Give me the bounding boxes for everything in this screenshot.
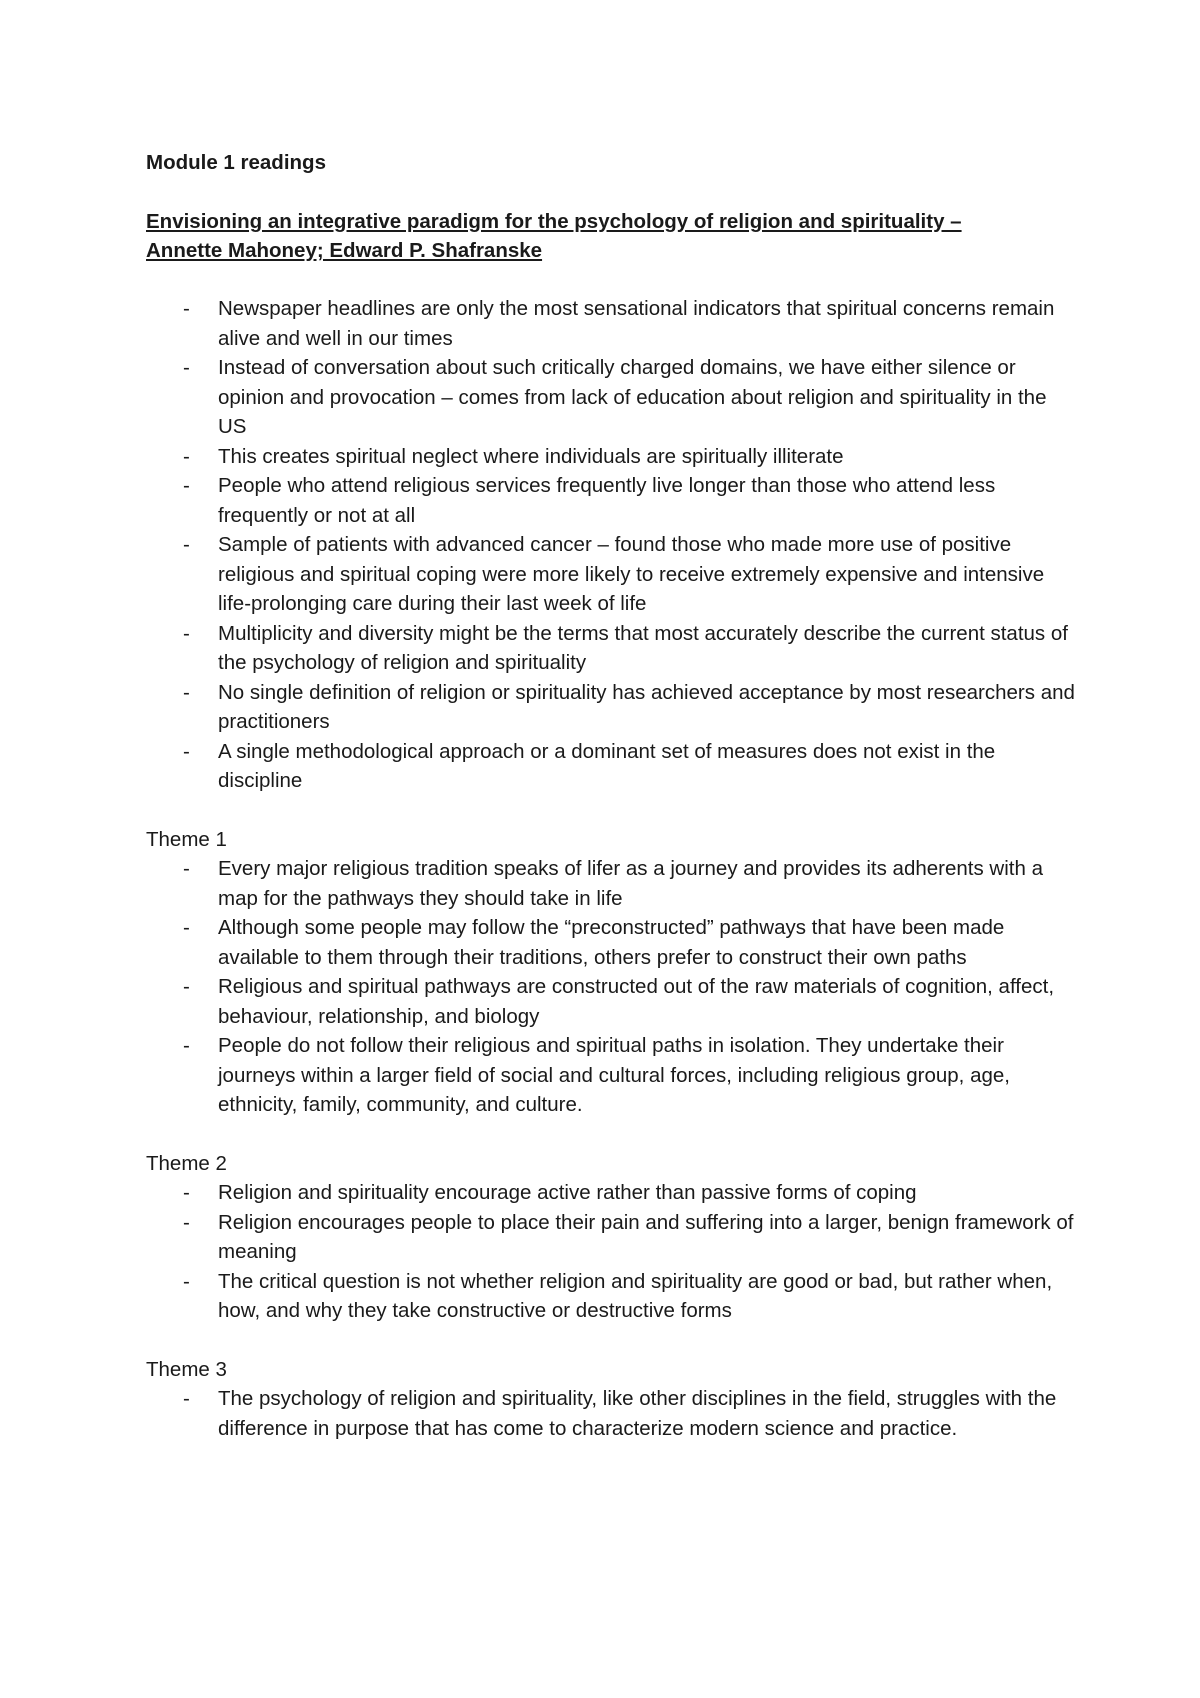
document-title: Module 1 readings (146, 151, 326, 174)
list-item (146, 471, 1080, 530)
list-item (146, 678, 1080, 737)
bullet-dash: - (183, 1210, 190, 1234)
list-item-text: A single methodological approach or a dominant set of measures does not exist in the discipline (218, 739, 996, 792)
bullet-dash: - (183, 1034, 190, 1057)
bullet-dash: - (183, 1269, 190, 1293)
list-item (146, 913, 1080, 972)
list-item-text: Religion and spirituality encourage active rather than passive forms of coping (218, 1181, 917, 1204)
list-item-text: The psychology of religion and spirituality, like other disciplines in the field, struggles with the difference in purpose that has come to characterize modern science and practice. (218, 1387, 1057, 1440)
list-item (146, 294, 1080, 353)
bullet-dash: - (183, 356, 190, 379)
list-item-text: No single definition of religion or spirituality has achieved acceptance by most researchers and practitioners (218, 680, 1075, 733)
list-item (146, 530, 1080, 619)
list-item-text: Although some people may follow the “preconstructed” pathways that have been made available to them through their traditions, others prefer to construct their own paths (218, 916, 1005, 969)
bullet-dash: - (183, 474, 190, 497)
article-title-authors: Annette Mahoney; Edward P. Shafranske (146, 239, 543, 262)
theme-1-heading: Theme 1 (146, 827, 227, 851)
list-item (146, 353, 1080, 442)
bullet-dash: - (183, 533, 190, 556)
list-item-text: People do not follow their religious and spiritual paths in isolation. They undertake their journeys within a larger field of social and cultural forces, including religious group, age, ethnicity, family, community, and culture. (218, 1034, 1010, 1116)
list-item-text: Multiplicity and diversity might be the terms that most accurately describe the current status of the psychology of religion and spirituality (218, 621, 1068, 674)
bullet-dash: - (183, 857, 190, 880)
theme-1-bullet-list (146, 854, 1080, 1120)
list-item (146, 1384, 1080, 1443)
list-item-text: People who attend religious services frequently live longer than those who attend less frequently or not at all (218, 474, 996, 527)
bullet-dash: - (183, 680, 190, 704)
list-item (146, 1208, 1080, 1267)
theme-2-section (146, 1149, 1080, 1326)
bullet-dash: - (183, 444, 190, 468)
list-item-text: Every major religious tradition speaks of lifer as a journey and provides its adherents with a map for the pathways they should take in life (218, 857, 1043, 910)
list-item-text: Sample of patients with advanced cancer – found those who made more use of positive religious and spiritual coping were more likely to receive extremely expensive and intensive life-prolonging care during their last week of life (218, 533, 1045, 615)
theme-3-heading: Theme 3 (146, 1357, 227, 1381)
theme-3-bullet-list (146, 1384, 1080, 1443)
list-item (146, 972, 1080, 1031)
list-item-text: Newspaper headlines are only the most sensational indicators that spiritual concerns remain alive and well in our times (218, 297, 1055, 350)
bullet-dash: - (183, 739, 190, 763)
bullet-dash: - (183, 621, 190, 645)
intro-bullet-list (146, 294, 1080, 796)
list-item (146, 854, 1080, 913)
list-item (146, 1031, 1080, 1120)
list-item-text: Religion encourages people to place their pain and suffering into a larger, benign framework of meaning (218, 1210, 1074, 1263)
list-item (146, 1178, 1080, 1208)
bullet-dash: - (183, 297, 190, 320)
theme-2-heading: Theme 2 (146, 1151, 227, 1175)
list-item-text: Instead of conversation about such critically charged domains, we have either silence or opinion and provocation – comes from lack of education about religion and spirituality in the US (218, 356, 1047, 438)
list-item-text: The critical question is not whether religion and spirituality are good or bad, but rather when, how, and why they take constructive or destructive forms (218, 1269, 1053, 1322)
list-item (146, 442, 1080, 472)
list-item (146, 737, 1080, 796)
bullet-dash: - (183, 975, 190, 998)
bullet-dash: - (183, 916, 190, 939)
list-item (146, 1267, 1080, 1326)
theme-2-bullet-list (146, 1178, 1080, 1326)
list-item-text: This creates spiritual neglect where individuals are spiritually illiterate (218, 444, 844, 468)
bullet-dash: - (183, 1181, 190, 1204)
theme-1-section (146, 825, 1080, 1120)
list-item (146, 619, 1080, 678)
bullet-dash: - (183, 1387, 190, 1410)
list-item-text: Religious and spiritual pathways are constructed out of the raw materials of cognition, affect, behaviour, relationship, and biology (218, 975, 1055, 1028)
theme-3-section (146, 1355, 1080, 1444)
article-title-line: Envisioning an integrative paradigm for the psychology of religion and spirituality – (146, 210, 962, 233)
article-title (146, 207, 1046, 265)
